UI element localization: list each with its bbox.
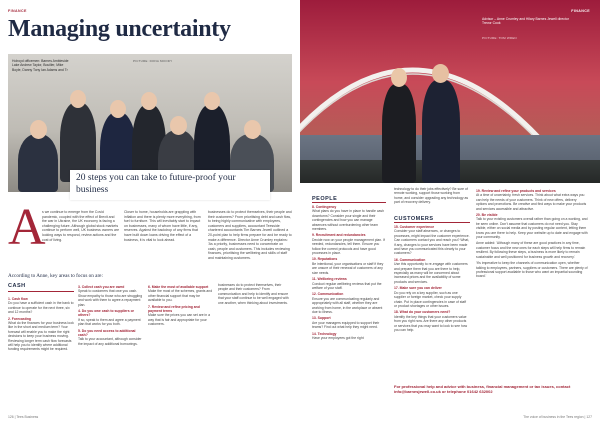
tip-body: If so, speak to them and agree a payment plan that works for you both. bbox=[78, 317, 141, 327]
tip-body: Make the most of the schemes, grants and other financial support that may be available to you. bbox=[148, 289, 213, 303]
tip-title: 16. Communication bbox=[394, 257, 426, 262]
photo-caption: Holroyd officemen: Barnes Ambleside Lake Andrew Taylor, Bouiller, Mike Boyle, Danny Tony Ian Adams and Tr bbox=[12, 59, 69, 72]
intro-paragraph: Closer to home, households are grappling with inflation and there is plenty more everything, from fuel to furniture. This will inevitably start to impact on businesses, many of whom have little, if any, reserves. Against the backdrop of any firms that have built down loans driving the effect of a business, it is vital to look ahead. bbox=[124, 210, 201, 242]
tips-column bbox=[476, 187, 588, 279]
focus-lead-in: According to Anne, key areas to focus on are: bbox=[8, 273, 103, 279]
tip-body: Do you rely on a key supplier, such as one supplier or foreign market, check your supply chain. Put in place contingencies in case of staff or product shortages or other issues. bbox=[394, 290, 467, 308]
person-head bbox=[30, 120, 47, 139]
tips-column bbox=[394, 187, 470, 205]
tip-title: 11. Wellbeing reviews bbox=[312, 277, 347, 282]
person-head bbox=[70, 90, 86, 108]
person-head bbox=[170, 116, 187, 135]
tip-title: 5. Do you need access to additional cash? bbox=[78, 328, 136, 338]
contact-callout: For professional help and advice with business, financial management or tax issues, contact info@barnesjewell.co.uk or telephone 01642 632002 bbox=[394, 384, 571, 395]
tip-title: 7. Review and refine pricing and payment terms bbox=[148, 304, 200, 314]
tip-body: Talk to your existing customers overall rather than going on a working, and be seen online. Don't assume that customers do not need you. Stay visible, either on social media and by posting regular content, letting them know you are there to help. Keep your website up to date and engage with your community. bbox=[476, 217, 588, 240]
tip-body: Decide now on your people management plan. If needed, redundancies, tell them. Ensure you follow the correct protocols and have good processes in place. bbox=[312, 237, 385, 256]
tip-body: What plans do you have in place to handle cash downturns? Consider your single and their contingencies and how you can manage absences without overburdening other team members. bbox=[312, 209, 385, 232]
tips-column bbox=[78, 283, 144, 346]
tip-title: 12. Communication bbox=[312, 292, 344, 297]
person-figure bbox=[422, 80, 460, 183]
section-heading-customers: CUSTOMERS bbox=[394, 216, 434, 222]
tip-title: 2. Forecasting bbox=[8, 316, 31, 321]
intro-paragraph: businesses do to protect themselves, their people and their customers? From prioritising debt and cash flow, to being highly communicative with employees, customers and suppliers, accountant Teesside chartered accountants Tim Barnes Jewell outlined a 20-point plan to help firms prepare for and be ready to make a difference. Director Anne Crumley explains: 'As a priority, businesses need to concentrate on cash, people and customers. This includes reviewing finances, prioritising the wellbeing and skills of staff and maintaining customers. bbox=[208, 210, 292, 260]
tip-title: 20. Be visible bbox=[476, 213, 498, 218]
tip-title: 10. Reputations bbox=[312, 257, 338, 262]
tips-column bbox=[218, 283, 292, 305]
tip-body: Identify the key things that your customers value from you right now. Are there any other products or services that you may want to look to see how you can help. bbox=[394, 314, 468, 332]
right-page bbox=[300, 0, 600, 424]
section-tag: FINANCE bbox=[8, 9, 27, 13]
person-head bbox=[110, 100, 126, 118]
tips-column bbox=[8, 295, 74, 352]
section-tag: FINANCE bbox=[571, 9, 590, 13]
tip-body: 'It's imperative to keep the channels of communication open, whether talking to employees, partners, suppliers or customers. There are plenty of professional support available to those who want an impartial sounding board.' bbox=[476, 261, 588, 279]
person-head bbox=[204, 92, 220, 110]
tip-title: 9. Recruitment and redundancies bbox=[312, 233, 366, 238]
tips-column bbox=[312, 203, 386, 340]
section-heading-people: PEOPLE bbox=[312, 196, 338, 202]
tip-title: 15. Customer experience bbox=[394, 225, 435, 229]
tips-column bbox=[148, 283, 214, 327]
tip-body: At a time of uncertainty, fresh services. Think about what extra ways you can help the needs of your customers. Think of new offers, delivery options and promotions. Be creative and find ways to make your products and services accessible and attractive. bbox=[476, 193, 587, 211]
tip-title: 19. Review and refine your products and services bbox=[476, 189, 556, 193]
person-figure bbox=[382, 84, 416, 183]
tip-title: 1. Cash flow bbox=[8, 297, 28, 301]
section-heading-cash: CASH bbox=[8, 283, 26, 289]
person-head bbox=[141, 92, 157, 110]
person-figure bbox=[18, 134, 58, 192]
headline-banner bbox=[70, 170, 270, 200]
tip-body: Have your employees got the right bbox=[312, 335, 364, 340]
photo-credit: PICTURE: TOM WREN bbox=[482, 36, 517, 40]
tip-body: Speak to customers that owe you cash. Show empathy to those who are struggling and work with them to agree a repayment plan. bbox=[78, 289, 143, 307]
tip-body: Be intentional, your organisations or staff if they are unsure of their renewal of customers of any size needs. bbox=[312, 261, 384, 275]
divider bbox=[8, 291, 74, 292]
tip-body: businesses do to protect themselves, their people and their customers? From communication and help to identify and ensure that your staff continue to be well engaged with one another, when thinking about investments. bbox=[218, 283, 289, 305]
photo-caption: Advisor – Anne Crumley and Hilary Barnes Jewell director Trevor Cook bbox=[482, 17, 569, 26]
tip-body: Are your managers equipped to support their teams? Find out what help they might need. bbox=[312, 320, 380, 330]
tip-title: 13. Support bbox=[312, 316, 331, 321]
tip-body: Consider your staff absences, or changes to processes, might impact the customer experience. Can customers contact you and reach you? What, if any, changes to your services have been made and have you communicated this clearly to your customers? bbox=[394, 229, 470, 256]
page-footer: 126 | Tees Business bbox=[8, 415, 39, 419]
tip-body: Anne added: 'Although many of these are good practices in any time, customer focus and the new ones for each steps will help firms to remain resilient. By following these steps, a business is more likely to remain sustainable and well positioned for business growth and recovery.' bbox=[476, 241, 586, 259]
drop-cap: A bbox=[8, 199, 46, 256]
tip-body: Do you have a sufficient cash in the bank to continue to operate for the next three, six and 12 months? bbox=[8, 301, 74, 315]
person-head bbox=[432, 64, 449, 83]
photo-credit: PICTURE: DONA MOODY bbox=[133, 59, 173, 63]
tip-title: 17. Make sure you can deliver bbox=[394, 286, 442, 291]
tips-column bbox=[394, 223, 470, 332]
tip-body: Make sure the prices you can set are in a way that is fair and appropriate for your customers. bbox=[148, 313, 211, 327]
tip-body: Talk to your accountant, although consider the impact of any additional borrowings. bbox=[78, 337, 142, 346]
person-head bbox=[244, 120, 261, 139]
tip-body: What do the finances for your business look like in the short and medium term? Your forecast will enable you to make the right decisions to keep your business moving. Reviewing longer term cash flow forecasts will help you to identify where additional funding requirements might be required. bbox=[8, 321, 74, 352]
tip-title: 18. What do your customers need? bbox=[394, 310, 451, 315]
banner-text: 20 steps you can take to future-proof your business bbox=[76, 173, 236, 195]
page-title: Managing uncertainty bbox=[8, 16, 231, 42]
tip-body: Use this opportunity to re-engage with customers and prepare them that you are there to help, especially as many will be concerned about increased prices and the availability of some products and services. bbox=[394, 262, 468, 284]
bridge-photo bbox=[300, 0, 600, 183]
person-head bbox=[391, 68, 407, 87]
tip-body: technology to do their jobs effectively? Be sure of remote working, support those working from home, and consider upgrading any technology as part of recovery delivery. bbox=[394, 187, 469, 205]
tip-title: 6. Make the most of available support bbox=[148, 285, 209, 289]
tip-title: 14. Technology bbox=[312, 331, 337, 336]
tip-title: 4. Do you owe cash to suppliers or others? bbox=[78, 309, 134, 318]
tip-body: Ensure you are communicating regularly and appropriately with all staff, whether they are working from home, in the workplace or absent due to illness. bbox=[312, 296, 383, 314]
tip-title: 8. Contingency bbox=[312, 205, 337, 209]
page-footer: The voice of business in the Tees region | 127 bbox=[523, 415, 592, 419]
intro-paragraph: s we continue to emerge from the Covid pandemic, coupled with the effect of Brexit and the war in Ukraine, the UK economy is facing a challenging future. Although global stock markets continue to perform well, UK business owners are looking ways to respond, review actions and the cost of living. bbox=[42, 210, 120, 242]
tip-body: Conduct regular wellbeing reviews that put the welfare of your staff. bbox=[312, 281, 382, 290]
tip-title: 3. Collect cash you are owed bbox=[78, 285, 125, 289]
